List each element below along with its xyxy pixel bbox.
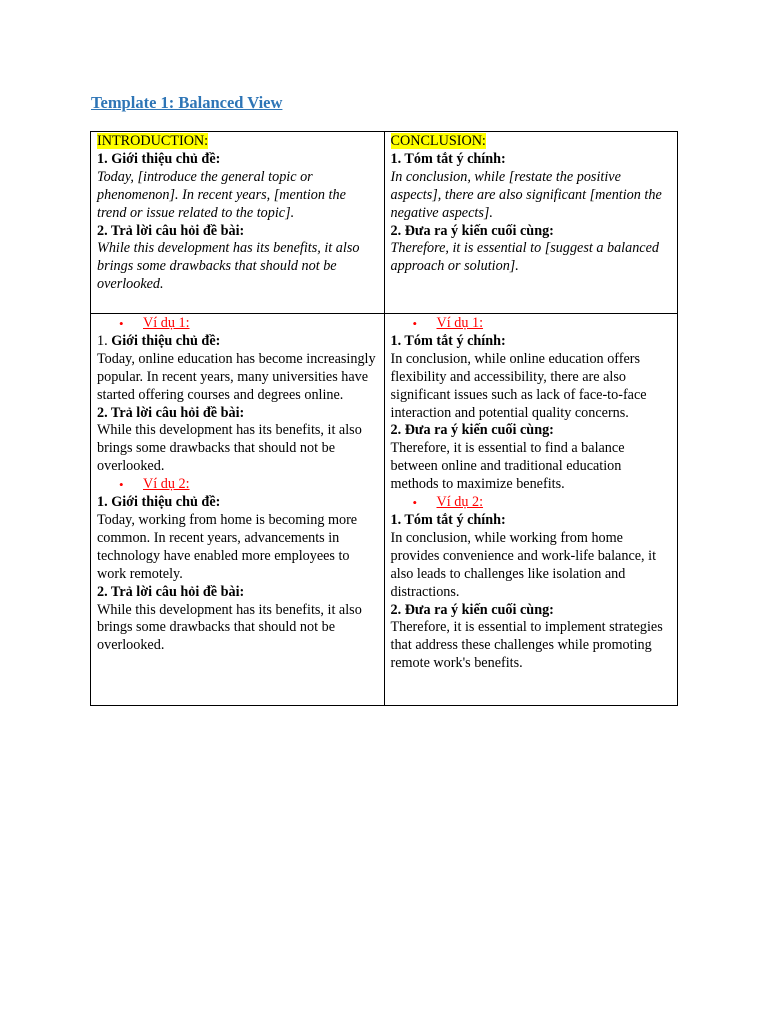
examples-row [91, 314, 678, 706]
conclusion-example2-label: Ví dụ 2: [436, 494, 484, 511]
conclusion-example1-step1-text: In conclusion, while online education offers flexibility and accessibility, there are also significant issues such as lack of face-to-face interaction and potential quality concerns. [390, 350, 647, 421]
conclusion-step1-heading: 1. Tóm tắt ý chính: [390, 150, 506, 167]
intro-example1-step1-number: 1. [97, 332, 108, 349]
conclusion-cell [384, 132, 678, 314]
intro-step2-text: While this development has its benefits, it also brings some drawbacks that should not be overlooked. [97, 240, 360, 293]
conclusion-examples-cell [384, 314, 678, 706]
conclusion-example2-bullet [391, 494, 673, 512]
intro-example2-step2-text: While this development has its benefits, it also brings some drawbacks that should not be overlooked. [97, 601, 362, 654]
bullet-icon: • [119, 477, 124, 493]
intro-example2-step1-text: Today, working from home is becoming more common. In recent years, advancements in technology have enabled more employees to work remotely. [97, 511, 358, 582]
bullet-icon: • [119, 316, 124, 331]
intro-examples-cell [91, 314, 385, 706]
template-title: Template 1: Balanced View [91, 93, 283, 112]
conclusion-step1-text: In conclusion, while [restate the positive aspects], there are also significant [mention the negative aspects]. [390, 168, 662, 221]
intro-step1-heading: 1. Giới thiệu chủ đề: [97, 150, 221, 167]
conclusion-example1-label: Ví dụ 1: [436, 315, 484, 331]
intro-example1-step1-text: Today, online education has become increasingly popular. In recent years, many universities have started offering courses and degrees online. [97, 350, 376, 403]
conclusion-heading: CONCLUSION: [390, 133, 486, 149]
intro-example2-step2-heading: 2. Trả lời câu hỏi đề bài: [97, 583, 245, 600]
bullet-icon: • [412, 316, 418, 331]
conclusion-example2-step2-heading: 2. Đưa ra ý kiến cuối cùng: [390, 601, 554, 618]
bullet-icon: • [412, 495, 418, 511]
conclusion-example1-step2-text: Therefore, it is essential to find a balance between online and traditional education methods to maximize benefits. [390, 440, 625, 493]
conclusion-step2-text: Therefore, it is essential to [suggest a balanced approach or solution]. [390, 240, 659, 275]
conclusion-example1-bullet [391, 315, 673, 333]
introduction-cell [91, 132, 385, 314]
intro-step2-heading: 2. Trả lời câu hỏi đề bài: [97, 222, 245, 239]
template-row [91, 132, 678, 314]
intro-example1-step2-heading: 2. Trả lời câu hỏi đề bài: [97, 404, 245, 421]
intro-example1-bullet [97, 315, 379, 333]
conclusion-example1-step2-heading: 2. Đưa ra ý kiến cuối cùng: [390, 422, 554, 439]
conclusion-step2-heading: 2. Đưa ra ý kiến cuối cùng: [390, 222, 554, 239]
intro-example1-label: Ví dụ 1: [143, 315, 190, 331]
intro-example1-step1-heading: Giới thiệu chủ đề: [107, 332, 221, 349]
intro-example1-step2-text: While this development has its benefits, it also brings some drawbacks that should not be overlooked. [97, 422, 362, 475]
conclusion-example2-step1-text: In conclusion, while working from home provides convenience and work-life balance, it also leads to challenges like isolation and distractions. [390, 529, 657, 600]
conclusion-example2-step1-heading: 1. Tóm tắt ý chính: [390, 511, 506, 528]
intro-example2-bullet [97, 476, 379, 494]
intro-example2-step1-heading: 1. Giới thiệu chủ đề: [97, 494, 221, 511]
intro-example2-label: Ví dụ 2: [143, 476, 190, 493]
intro-step1-text: Today, [introduce the general topic or phenomenon]. In recent years, [mention the trend or issue related to the topic]. [97, 168, 346, 221]
conclusion-example2-step2-text: Therefore, it is essential to implement strategies that address these challenges while promoting remote work's benefits. [390, 619, 663, 672]
conclusion-example1-step1-heading: 1. Tóm tắt ý chính: [390, 332, 506, 349]
introduction-heading: INTRODUCTION: [97, 133, 209, 149]
template-table [90, 131, 678, 706]
